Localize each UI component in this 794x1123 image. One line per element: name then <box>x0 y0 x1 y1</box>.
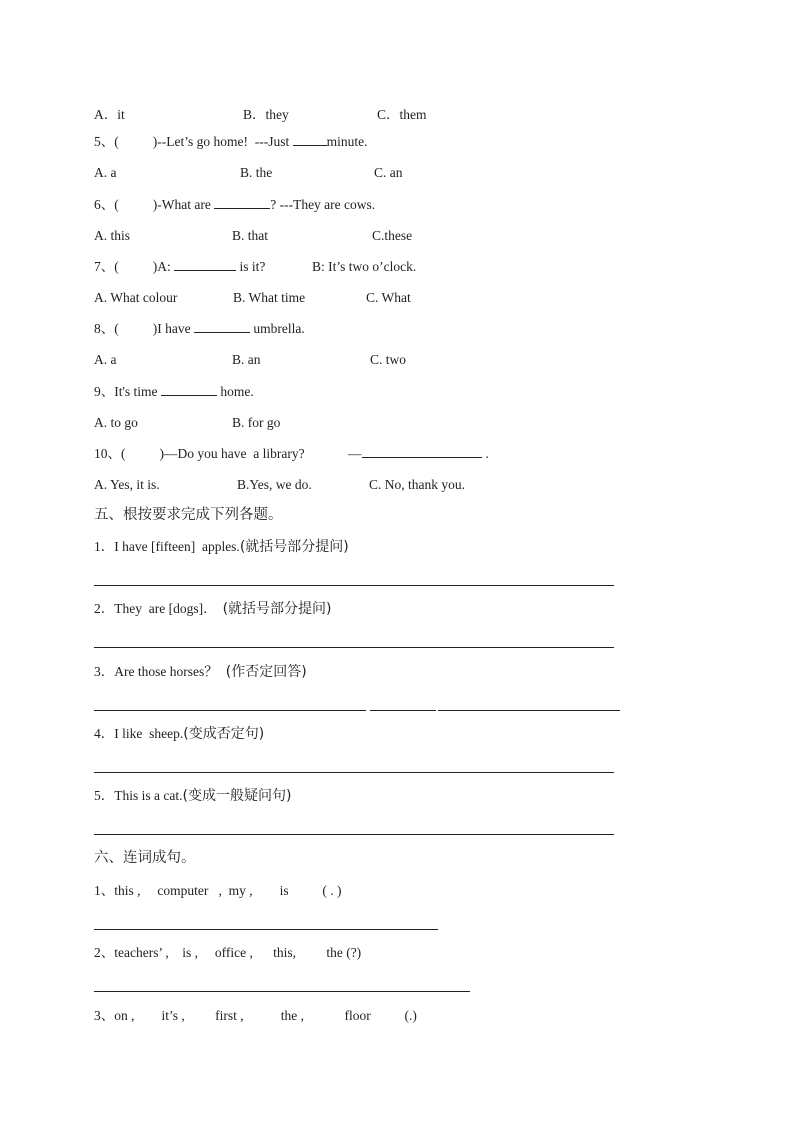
q7-b-part: B: It’s two o’clock. <box>312 259 417 274</box>
section-6-item-2: 2、teachers’ , is , office , this, the (?) <box>94 945 362 960</box>
q8-option-a: A. a <box>94 352 117 367</box>
question-7: 7、( )A: is it? <box>94 259 266 274</box>
answer-line[interactable] <box>370 710 436 711</box>
q5-option-b: B. the <box>240 165 273 180</box>
q7-option-a: A. What colour <box>94 290 178 305</box>
section-5-item-4: 4．I like sheep.(变成否定句) <box>94 726 265 742</box>
q7-option-c: C. What <box>366 290 411 305</box>
section-6-item-1: 1、this , computer , my , is ( . ) <box>94 883 342 898</box>
q5-number: 5、( <box>94 134 119 149</box>
answer-line[interactable] <box>438 710 620 711</box>
answer-line[interactable] <box>94 585 614 586</box>
answer-line[interactable] <box>94 834 614 835</box>
q10-option-c: C. No, thank you. <box>369 477 465 492</box>
answer-line[interactable] <box>94 929 438 930</box>
fill-blank[interactable] <box>214 197 270 209</box>
fill-blank[interactable] <box>362 446 482 458</box>
section-5-item-5: 5．This is a cat.(变成一般疑问句) <box>94 788 292 804</box>
section-5-item-3: 3．Are those horses？ (作否定回答) <box>94 664 307 680</box>
section-5-title: 五、根按要求完成下列各题。 <box>94 507 283 523</box>
section-6-item-3: 3、on , it’s , first , the , floor (.) <box>94 1008 417 1023</box>
question-9: 9、It's time home. <box>94 384 254 399</box>
question-5: 5、( )--Let’s go home! ---Just minute. <box>94 134 368 149</box>
q5-option-c: C. an <box>374 165 403 180</box>
q10-answer: — . <box>348 446 489 461</box>
q8-option-b: B. an <box>232 352 261 367</box>
question-10: 10、( )—Do you have a library? <box>94 446 305 461</box>
fill-blank[interactable] <box>174 259 236 271</box>
q10-option-b: B.Yes, we do. <box>237 477 312 492</box>
answer-line[interactable] <box>94 710 366 711</box>
q9-option-a: A. to go <box>94 415 138 430</box>
question-8: 8、( )I have umbrella. <box>94 321 305 336</box>
question-6: 6、( )-What are ? ---They are cows. <box>94 197 376 212</box>
q9-option-b: B. for go <box>232 415 281 430</box>
q6-option-b: B. that <box>232 228 268 243</box>
q6-option-a: A. this <box>94 228 131 243</box>
q8-option-c: C. two <box>370 352 407 367</box>
answer-line[interactable] <box>94 647 614 648</box>
answer-line[interactable] <box>94 991 470 992</box>
section-5-item-2: 2．They are [dogs]． (就括号部分提问) <box>94 601 332 617</box>
q4-option-b: B．they <box>243 107 289 122</box>
q5-option-a: A. a <box>94 165 117 180</box>
fill-blank[interactable] <box>161 384 217 396</box>
section-6-title: 六、连词成句。 <box>94 850 196 866</box>
section-5-item-1: 1．I have [fifteen] apples.(就括号部分提问) <box>94 539 349 555</box>
q6-option-c: C.these <box>372 228 413 243</box>
fill-blank[interactable] <box>194 321 250 333</box>
q10-option-a: A. Yes, it is. <box>94 477 160 492</box>
q4-option-a: A．it <box>94 107 125 122</box>
q4-option-c: C．them <box>377 107 427 122</box>
fill-blank[interactable] <box>293 134 327 146</box>
q7-option-b: B. What time <box>233 290 306 305</box>
answer-line[interactable] <box>94 772 614 773</box>
